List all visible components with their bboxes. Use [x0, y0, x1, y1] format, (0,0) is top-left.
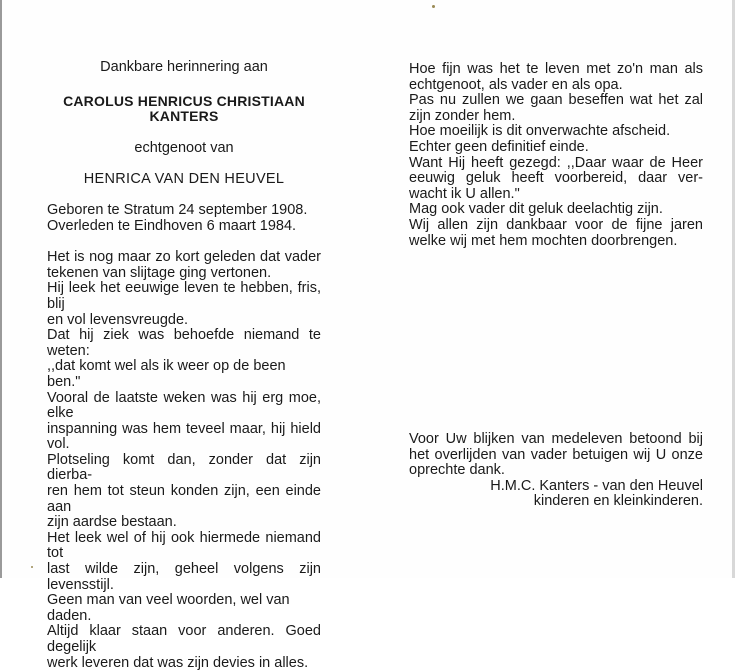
signature-names: H.M.C. Kanters - van den Heuvel: [490, 477, 703, 494]
tribute-line: zijn aardse bestaan.: [47, 514, 177, 531]
thanks-line: oprechte dank.: [409, 462, 505, 479]
poem-line: Hoe fijn was het te leven met zo'n man als: [409, 61, 703, 77]
tribute-line: inspanning was hem teveel maar, hij hield vol.: [47, 420, 321, 453]
poem-line: welke wij met hem mochten doorbrengen.: [409, 232, 678, 249]
deceased-name-line1: CAROLUS HENRICUS CHRISTIAAN: [63, 92, 305, 109]
tribute-line: ren hem tot steun konden zijn, een einde aan: [47, 483, 321, 515]
tribute-line: Plotseling komt dan, zonder dat zijn dierba-: [47, 451, 321, 484]
remembrance-heading: Dankbare herinnering aan: [100, 59, 268, 75]
life-dates: [47, 203, 321, 234]
deceased-name-line2: KANTERS: [149, 108, 219, 125]
tribute-line: Vooral de laatste weken was hij erg moe, elke: [47, 389, 321, 422]
tribute-line: Hij leek het eeuwige leven te hebben, fris, blij: [47, 280, 321, 312]
tribute-line: Dat hij ziek was behoefde niemand te weten:: [47, 327, 321, 359]
tribute-line: werk leveren dat was zijn devies in alles.: [47, 654, 309, 671]
poem-line: Hoe moeilijk is dit onverwachte afscheid.: [409, 123, 671, 140]
card-left-edge: [0, 0, 2, 578]
thanks-line: het overlijden van vader betuigen wij U onze: [409, 446, 703, 463]
tribute-line: Geen man van veel woorden, wel van daden.: [47, 592, 290, 624]
spouse-name: HENRICA VAN DEN HEUVEL: [83, 171, 285, 188]
signature-family: kinderen en kleinkinderen.: [533, 493, 703, 510]
birth-date: Geboren te Stratum 24 september 1908.: [47, 201, 308, 218]
paper-speck: [432, 5, 435, 8]
poem-line: zijn zonder hem.: [409, 107, 516, 124]
poem-line: Echter geen definitief einde.: [409, 138, 589, 155]
death-date: Overleden te Eindhoven 6 maart 1984.: [47, 217, 297, 234]
poem-line: Mag ook vader dit geluk deelachtig zijn.: [409, 201, 663, 218]
tribute-line: en vol levensvreugde.: [47, 311, 189, 328]
thanks-line: Voor Uw blijken van medeleven betoond bij: [409, 431, 703, 447]
tribute-line: Het is nog maar zo kort geleden dat vader: [47, 249, 321, 266]
poem-line: Want Hij heeft gezegd: ,,Daar waar de Heer: [409, 154, 703, 171]
poem-line: Pas nu zullen we gaan beseffen wat het zal: [409, 92, 703, 109]
poem-text: [409, 62, 703, 249]
tribute-line: Altijd klaar staan voor anderen. Goed degelijk: [47, 623, 321, 655]
deceased-name: [47, 94, 321, 125]
tribute-line: tekenen van slijtage ging vertonen.: [47, 264, 272, 281]
poem-line: eeuwig geluk heeft voorbereid, daar ver-: [409, 170, 703, 187]
poem-line: wacht ik U allen.": [409, 185, 520, 202]
left-column: [47, 60, 321, 671]
poem-line: Wij allen zijn dankbaar voor de fijne jaren: [409, 216, 703, 233]
thanks-text: [409, 432, 703, 510]
paper-speck: [31, 566, 33, 568]
tribute-line: ,,dat komt wel als ik weer op de been ben.": [47, 358, 286, 390]
tribute-text: [47, 250, 321, 671]
tribute-line: Het leek wel of hij ook hiermede niemand tot: [47, 529, 321, 562]
poem-line: echtgenoot, als vader en als opa.: [409, 76, 623, 93]
tribute-line: last wilde zijn, geheel volgens zijn levensstijl.: [47, 561, 321, 593]
spouse-label: echtgenoot van: [134, 139, 234, 156]
